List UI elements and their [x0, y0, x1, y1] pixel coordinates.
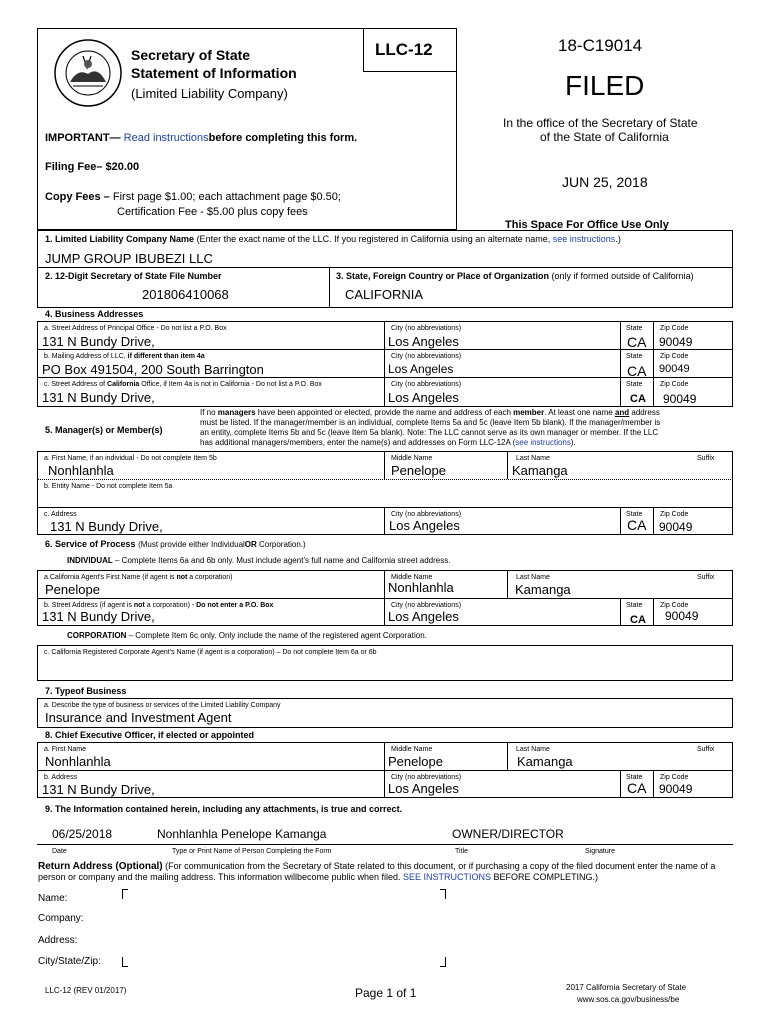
item5-instructions-link[interactable]: see instructions	[515, 438, 571, 447]
item5-note: If no managers have been appointed or elected, provide the name and address of each member. At least one name and address must be listed. If the manager/member is an individual, complete Items 5a and 5c (leave Item 5b blank). If the manager/member is an entity, complete Items 5b and 5c (leave Item 5a blank). Note: The LLC cannot serve as its own manager or member. If the LLC has additional managers/members, enter the name(s) and addresses on Form LLC-12A (see instructions).	[200, 408, 661, 447]
return-csz-label: City/State/Zip:	[38, 956, 101, 967]
file-number-field[interactable]: 201806410068	[142, 287, 229, 302]
item8b-state[interactable]: CA	[627, 780, 647, 796]
certification-fee: Certification Fee - $5.00 plus copy fees	[117, 206, 308, 218]
signer-title[interactable]: OWNER/DIRECTOR	[452, 827, 564, 841]
item4a-zip[interactable]: 90049	[659, 335, 693, 349]
return-company-label: Company:	[38, 913, 84, 924]
item8-last-name[interactable]: Kamanga	[517, 754, 573, 769]
item7a-label: a. Describe the type of business or services of the Limited Liability Company	[44, 702, 281, 709]
return-address-note: Return Address (Optional) (For communication from the Secretary of State related to this document, or if purchasing a copy of the filed document enter the name of a person or company and the mailing address. This information willbecome public when filed. SEE INSTRUCTIONS BEFORE COMPLETING.)	[38, 861, 716, 882]
signature-caption: Signature	[585, 848, 615, 855]
item4-label: 4. Business Addresses	[45, 309, 144, 319]
filed-stamp: FILED	[565, 70, 645, 101]
llc-name-field[interactable]: JUMP GROUP IBUBEZI LLC	[45, 251, 213, 266]
office-use-caption: This Space For Office Use Only	[505, 219, 669, 231]
item4b-street[interactable]: PO Box 491504, 200 South Barrington	[42, 362, 264, 377]
item8-label: 8. Chief Executive Officer, if elected or appointed	[45, 730, 255, 740]
website-url: www.sos.ca.gov/business/be	[577, 995, 680, 1004]
item4c-city[interactable]: Los Angeles	[388, 390, 459, 405]
item5c-zip[interactable]: 90049	[659, 520, 693, 534]
item6b-zip[interactable]: 90049	[665, 609, 699, 623]
filed-date: JUN 25, 2018	[562, 174, 648, 190]
name-caption: Type or Print Name of Person Completing the Form	[172, 848, 332, 855]
item4b-state[interactable]: CA	[627, 363, 647, 379]
item5-first-name[interactable]: Nonhlanhla	[48, 463, 114, 478]
item4b-state-label: State	[626, 353, 643, 360]
seal-text	[87, 24, 88, 25]
item5-label: 5. Manager(s) or Member(s)	[45, 425, 163, 435]
item5c-city[interactable]: Los Angeles	[389, 518, 460, 533]
signer-name[interactable]: Nonhlanhla Penelope Kamanga	[157, 827, 327, 841]
item6-corporation-note: CORPORATION – Complete Item 6c only. Only include the name of the registered agent Corporation.	[67, 631, 427, 640]
item8-middle-name[interactable]: Penelope	[388, 754, 443, 769]
item5c-zip-label: Zip Code	[660, 511, 689, 518]
item4a-label: a. Street Address of Principal Office - Do not list a P.O. Box	[44, 325, 227, 332]
signing-date[interactable]: 06/25/2018	[52, 827, 113, 841]
item6c-label: c. California Registered Corporate Agent’s Name (if agent is a corporation) – Do not complete Item 6a or 6b	[44, 649, 377, 656]
item1-label: 1. Limited Liability Company Name (Enter the exact name of the LLC. If you registered in California using an alternate name, see instructions.)	[45, 234, 621, 244]
item5c-street[interactable]: 131 N Bundy Drive,	[50, 519, 163, 534]
item4c-zip-label: Zip Code	[660, 381, 689, 388]
item5a-label: a. First Name, if an individual - Do not complete Item 5b	[44, 455, 217, 462]
item6-individual-note: INDIVIDUAL – Complete Items 6a and 6b only. Must include agent’s full name and California street address.	[67, 556, 451, 565]
item5b-label: b. Entity Name - Do not complete Item 5a	[44, 483, 173, 490]
item5-middle-name[interactable]: Penelope	[391, 463, 446, 478]
item4c-label: c. Street Address of California Office, if Item 4a is not in California - Do not list a P.O. Box	[44, 381, 322, 388]
item2-label: 2. 12-Digit Secretary of State File Number	[45, 271, 222, 281]
item6-suffix-label: Suffix	[697, 574, 715, 581]
state-seal	[53, 38, 123, 108]
item5-last-label: Last Name	[516, 455, 550, 462]
business-type-field[interactable]: Insurance and Investment Agent	[45, 710, 232, 725]
item5c-label: c. Address	[44, 511, 77, 518]
item8b-city-label: City (no abbreviations)	[391, 774, 462, 781]
place-of-organization-field[interactable]: CALIFORNIA	[345, 287, 424, 302]
entity-type: (Limited Liability Company)	[131, 86, 288, 101]
item4c-state[interactable]: CA	[630, 393, 646, 405]
item5c-state-label: State	[626, 511, 643, 518]
item4b-city-label: City (no abbreviations)	[391, 353, 462, 360]
item4a-street[interactable]: 131 N Bundy Drive,	[42, 334, 155, 349]
date-caption: Date	[52, 848, 67, 855]
item4a-state[interactable]: CA	[627, 334, 647, 350]
item8-first-name[interactable]: Nonhlanhla	[45, 754, 111, 769]
item8b-zip[interactable]: 90049	[659, 782, 693, 796]
important-note: IMPORTANT— Read instructionsbefore completing this form.	[45, 132, 358, 144]
item5c-city-label: City (no abbreviations)	[391, 511, 462, 518]
item8b-state-label: State	[626, 774, 643, 781]
form-revision: LLC-12 (REV 01/2017)	[45, 986, 127, 995]
item6b-label: b. Street Address (if agent is not a corporation) - Do not enter a P.O. Box	[44, 602, 274, 609]
item4a-city-label: City (no abbreviations)	[391, 325, 462, 332]
office-file-number: 18-C19014	[558, 36, 643, 55]
office-text-2: of the State of California	[540, 130, 669, 144]
item8b-label: b. Address	[44, 774, 78, 781]
item8b-zip-label: Zip Code	[660, 774, 689, 781]
item8b-street[interactable]: 131 N Bundy Drive,	[42, 782, 155, 797]
item6-label: 6. Service of Process (Must provide either IndividualOR Corporation.)	[45, 539, 306, 549]
item5-last-name[interactable]: Kamanga	[512, 463, 568, 478]
item6b-city-label: City (no abbreviations)	[391, 602, 462, 609]
item6b-street[interactable]: 131 N Bundy Drive,	[42, 609, 155, 624]
item8b-city[interactable]: Los Angeles	[388, 781, 459, 796]
form-code: LLC-12	[375, 40, 433, 59]
item4b-zip-label: Zip Code	[660, 353, 689, 360]
filing-fee: Filing Fee– $20.00	[45, 161, 140, 173]
item8-middle-label: Middle Name	[391, 746, 433, 753]
item7-label: 7. Typeof Business	[45, 686, 127, 696]
item4b-zip[interactable]: 90049	[659, 363, 690, 375]
item6b-state[interactable]: CA	[630, 614, 646, 626]
page-number: Page 1 of 1	[355, 986, 417, 1000]
item6-middle-label: Middle Name	[391, 574, 433, 581]
item4c-zip[interactable]: 90049	[663, 392, 697, 406]
return-instructions-link[interactable]: SEE INSTRUCTIONS	[403, 872, 492, 882]
item6-middle-name[interactable]: Nonhlanhla	[388, 580, 454, 595]
copyright: 2017 California Secretary of State	[566, 983, 687, 992]
item9-label: 9. The Information contained herein, including any attachments, is true and correct.	[45, 804, 403, 814]
item4b-city[interactable]: Los Angeles	[388, 362, 454, 376]
return-address-label: Address:	[38, 935, 78, 946]
item4b-label: b. Mailing Address of LLC, if different than item 4a	[44, 353, 205, 360]
document-title: Statement of Information	[131, 65, 297, 81]
item5-suffix-label: Suffix	[697, 455, 715, 462]
item6b-state-label: State	[626, 602, 643, 609]
title-caption: Title	[455, 848, 468, 855]
item4a-city[interactable]: Los Angeles	[388, 334, 459, 349]
item4c-city-label: City (no abbreviations)	[391, 381, 462, 388]
item6b-zip-label: Zip Code	[660, 602, 689, 609]
agency-title: Secretary of State	[131, 47, 251, 63]
item5c-state[interactable]: CA	[627, 517, 647, 533]
item4a-state-label: State	[626, 325, 643, 332]
item6-last-label: Last Name	[516, 574, 550, 581]
item6-last-name[interactable]: Kamanga	[515, 582, 571, 597]
item6-first-name[interactable]: Penelope	[45, 582, 100, 597]
return-address-field[interactable]	[122, 889, 446, 967]
item6b-city[interactable]: Los Angeles	[388, 609, 459, 624]
return-name-label: Name:	[38, 893, 68, 904]
office-text-1: In the office of the Secretary of State	[503, 116, 698, 130]
item3-label: 3. State, Foreign Country or Place of Organization (only if formed outside of California)	[336, 271, 694, 281]
item4c-street[interactable]: 131 N Bundy Drive,	[42, 390, 155, 405]
item8a-label: a. First Name	[44, 746, 87, 753]
copy-fees: Copy Fees – First page $1.00; each attachment page $0.50;	[45, 191, 341, 203]
signature-field[interactable]	[580, 824, 730, 842]
item8-suffix-label: Suffix	[697, 746, 715, 753]
item4c-state-label: State	[626, 381, 643, 388]
item8-last-label: Last Name	[516, 746, 550, 753]
item1-instructions-link[interactable]: see instructions	[552, 234, 616, 244]
item6a-label: a.California Agent's First Name (if agent is not a corporation)	[44, 574, 233, 581]
item4a-zip-label: Zip Code	[660, 325, 689, 332]
read-instructions-link[interactable]: Read instructions	[123, 132, 209, 144]
item5-middle-label: Middle Name	[391, 455, 433, 462]
